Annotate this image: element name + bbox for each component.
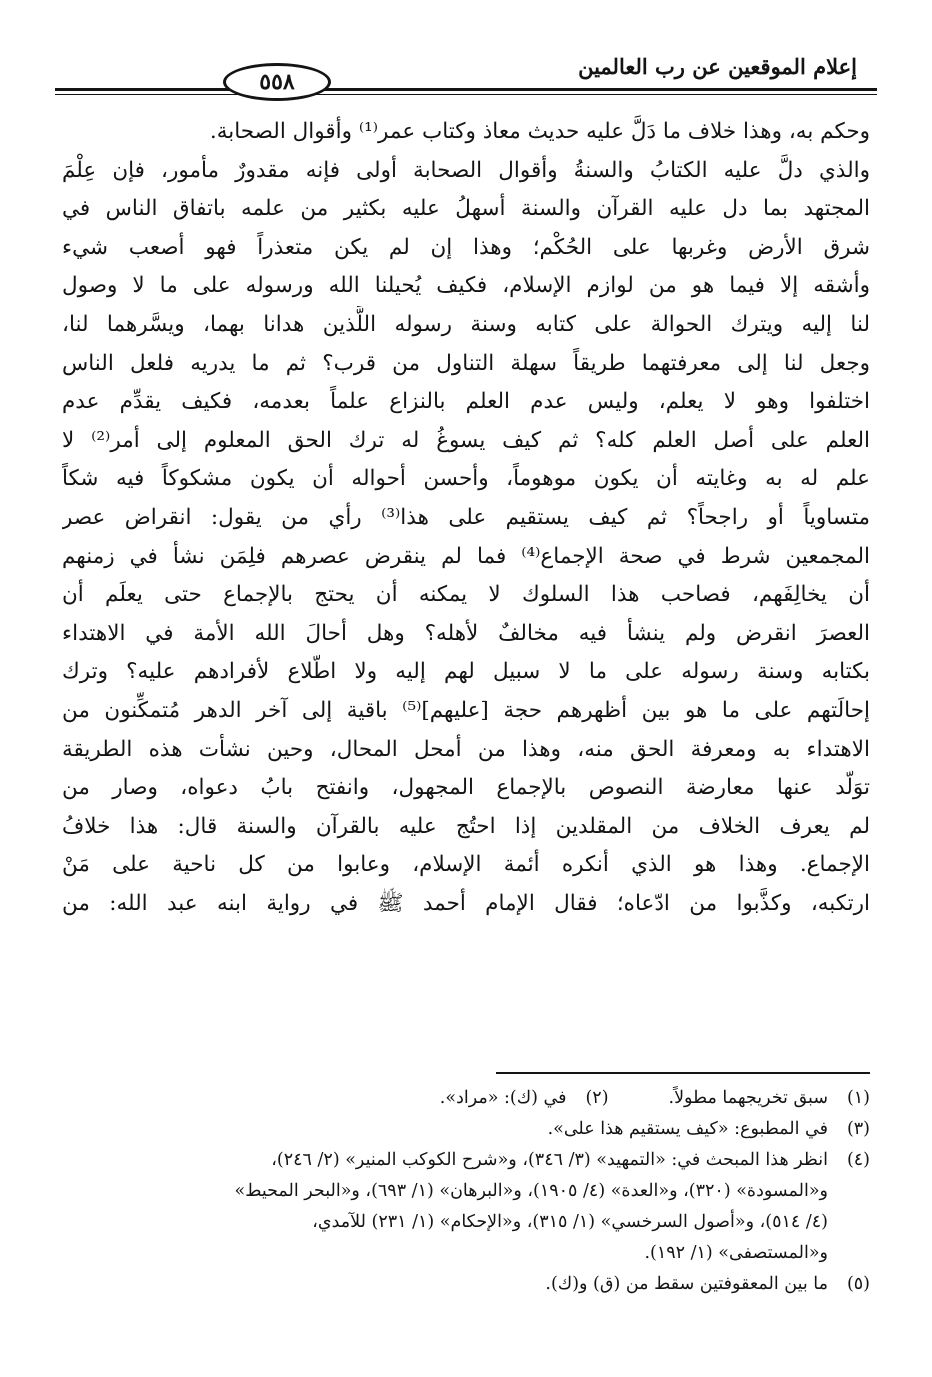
footnote-number: (٥) [846,1274,870,1294]
footnotes [62,1083,870,1300]
page-number-text: ٥٥٨ [259,69,295,95]
footnote-row [62,1114,870,1145]
text-line: لم يعرف الخلاف من المقلدين إذا احتُج عليه بالقرآن والسنة قال: هذا خلافُ [62,813,870,839]
text-line: العصرَ انقرض ولم ينشأ فيه مخالفٌ لأهله؟ وهل أحالَ الله الأمة في الاهتداء [62,620,870,646]
running-title: إعلام الموقعين عن رب العالمين [578,54,857,79]
text-line: علم له به وغايته أن يكون موهوماً، وأحسن أحواله أن يكون مشكوكاً فيه شكاً [62,466,870,492]
text-line: إحالَتهم على ما هو بين أظهرهم حجة [عليهم]⁽⁵⁾ باقية إلى آخر الدهر مُتمكِّنون من [62,697,870,723]
text-line: شرق الأرض وغربها على الحُكْم؛ وهذا إن لم يكن متعذراً فهو أصعب شيء [62,234,870,260]
footnote-number: (٢) [585,1088,609,1108]
footnote-row [62,1083,870,1114]
text-line: العلم على أصل العلم كله؟ ثم كيف يسوغُ له ترك الحق المعلوم إلى أمر⁽²⁾ لا [62,427,870,453]
footnote-separator [496,1072,870,1074]
footnote-text: و«المستصفى» (١/ ١٩٢). [644,1243,828,1263]
footnote-number: (٤) [846,1150,870,1170]
footnote-text: و«المسودة» (٣٢٠)، و«العدة» (٤/ ١٩٠٥)، و«البرهان» (١/ ٦٩٣)، و«البحر المحيط» [234,1181,828,1201]
header-rule-thin [55,94,877,95]
text-line: وأشقه إلا فيما هو من لوازم الإسلام، فكيف يُحيلنا الله ورسوله على ما لا وصول [62,273,870,299]
text-line: اختلفوا وهو لا يعلم، وليس عدم العلم بالنزاع علماً بعدمه، فكيف يقدِّم عدم [62,389,870,415]
header-rule-thick [55,88,877,91]
page-number [223,63,331,101]
text-line: أن يخالِفَهم، فصاحب هذا السلوك لا يمكنه أن يحتج بالإجماع حتى يعلَم أن [62,582,870,608]
text-line: لنا إليه ويترك الحوالة على كتابه وسنة رسوله اللَّذين هدانا بهما، ويسَّرهما لنا، [62,311,870,337]
footnote-text: انظر هذا المبحث في: «التمهيد» (٣/ ٣٤٦)، و«شرح الكوكب المنير» (٢/ ٢٤٦)، [271,1150,828,1170]
text-line: المجتهد بما دل عليه القرآن والسنة أسهلُ عليه بكثير من علمه باتفاق الناس في [62,196,870,222]
footnote-number: (١) [846,1088,870,1108]
footnote-text: في (ك): «مراد». [439,1088,567,1108]
footnote-text: (٤/ ٥١٤)، و«أصول السرخسي» (١/ ٣١٥)، و«الإحكام» (١/ ٢٣١) للآمدي، [312,1212,828,1232]
text-line: بكتابه وسنة رسوله على ما لا سبيل لهم إليه ولا اطّلاع لأفرادهم عليه؟ وترك [62,659,870,685]
text-line: ارتكبه، وكذَّبوا من ادّعاه؛ فقال الإمام أحمد ﷺ في رواية ابنه عبد الله: من [62,890,870,916]
page-header [55,50,877,98]
text-line: متساوياً أو راجحاً؟ ثم كيف يستقيم على هذا⁽³⁾ رأي من يقول: انقراض عصر [62,504,870,530]
footnote-text: ما بين المعقوفتين سقط من (ق) و(ك). [545,1274,828,1294]
footnote-text: سبق تخريجهما مطولاً. [668,1088,828,1108]
text-line: والذي دلَّ عليه الكتابُ والسنةُ وأقوال الصحابة أولى فإنه مقدورٌ مأمور، فإن عِلْمَ [62,157,870,183]
footnote-text: في المطبوع: «كيف يستقيم هذا على». [547,1119,828,1139]
text-line: المجمعين شرط في صحة الإجماع⁽⁴⁾ فما لم ينقرض عصرهم فلِمَن نشأ في زمنهم [62,543,870,569]
text-line: وجعل لنا إلى معرفتهما طريقاً سهلة التناول من قرب؟ ثم ما يدريه فلعل الناس [62,350,870,376]
text-line: الاهتداء به ومعرفة الحق منه، وهذا من أمحل المحال، وحين نشأت هذه الطريقة [62,736,870,762]
main-text [62,113,870,923]
footnote-row [62,1145,870,1176]
text-line: الإجماع. وهذا هو الذي أنكره أئمة الإسلام، وعابوا من كل ناحية على مَنْ [62,852,870,878]
text-line: وحكم به، وهذا خلاف ما دَلَّ عليه حديث معاذ وكتاب عمر⁽¹⁾ وأقوال الصحابة. [209,119,870,144]
footnote-row [62,1269,870,1300]
footnote-number: (٣) [846,1119,870,1139]
text-line: توَلّد عنها معارضة النصوص بالإجماع المجهول، وانفتح بابُ دعواه، وصار من [62,775,870,801]
